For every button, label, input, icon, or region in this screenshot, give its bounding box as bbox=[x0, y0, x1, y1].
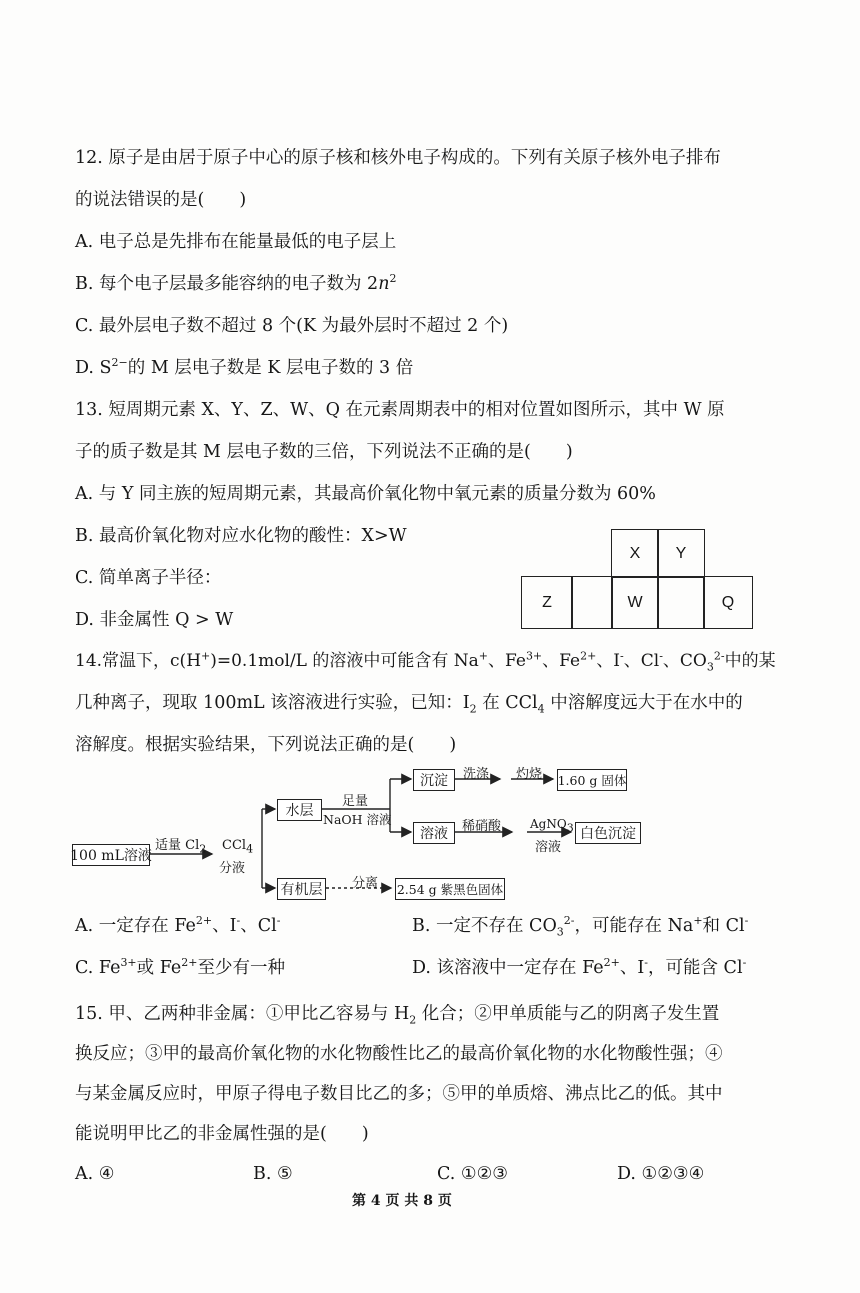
flow-white-ppt-box: 白色沉淀 bbox=[575, 822, 641, 844]
flow-start-box: 100 mL溶液 bbox=[72, 844, 150, 866]
table-cell-x: X bbox=[611, 529, 659, 578]
flow-solid2-box: 2.54 g 紫黑色固体 bbox=[395, 878, 505, 900]
flow-precipitate-box: 沉淀 bbox=[413, 769, 455, 791]
q14-option-b: B. 一定不存在 $CO_3^{2-}$，可能存在 Na+和 Cl- bbox=[412, 914, 749, 939]
q15-stem-line2: 换反应；③甲的最高价氧化物的水化物酸性比乙的最高价氧化物的水化物酸性强；④ bbox=[75, 1044, 723, 1064]
q15-option-d: D. ①②③④ bbox=[617, 1164, 705, 1184]
table-cell-w: W bbox=[611, 576, 659, 629]
table-cell-z: Z bbox=[521, 576, 573, 629]
flow-agno3-label: AgNO$_3$ bbox=[530, 817, 574, 835]
q15-option-a: A. ④ bbox=[75, 1164, 115, 1184]
flow-water-layer-box: 水层 bbox=[277, 799, 322, 821]
q13-option-b: B. 最高价氧化物对应水化物的酸性：X>W bbox=[75, 526, 407, 546]
q12-option-c: C. 最外层电子数不超过 8 个(K 为最外层时不超过 2 个) bbox=[75, 316, 509, 336]
q12-stem-line1: 12. 原子是由居于原子中心的原子核和核外电子构成的。下列有关原子核外电子排布 bbox=[75, 148, 721, 168]
q15-stem-line3: 与某金属反应时，甲原子得电子数目比乙的多；⑤甲的单质熔、沸点比乙的低。其中 bbox=[75, 1084, 723, 1104]
flow-solution-box: 溶液 bbox=[413, 822, 455, 844]
q12-option-b: B. 每个电子层最多能容纳的电子数为 $2n^2$ bbox=[75, 272, 397, 294]
q15-option-c: C. ①②③ bbox=[437, 1164, 508, 1184]
q14-stem-line1: 14.常温下，c(H+)=0.1mol/L 的溶液中可能含有 Na+、$Fe^{3+}$、$Fe^{2+}$、I-、Cl-、$CO_3^{2-}$中的某 bbox=[75, 649, 776, 674]
flow-hno3-label: 稀硝酸 bbox=[462, 819, 502, 834]
page-footer: 第 4 页 共 8 页 bbox=[352, 1193, 452, 1209]
table-cell-q: Q bbox=[703, 576, 753, 629]
q15-stem-line1: 15. 甲、乙两种非金属：①甲比乙容易与 $H_2$ 化合；②甲单质能与乙的阴离子发生置 bbox=[75, 1004, 720, 1027]
flow-separate-label: 分离 bbox=[352, 876, 379, 891]
flow-wash-label: 洗涤 bbox=[463, 767, 490, 782]
q13-option-a: A. 与 Y 同主族的短周期元素，其最高价氧化物中氧元素的质量分数为 60% bbox=[75, 484, 656, 504]
flow-reagent-cl2: 适量 $Cl_2$ bbox=[155, 838, 207, 856]
q12-option-d: D. $S^{2-}$的 M 层电子数是 K 层电子数的 3 倍 bbox=[75, 356, 414, 378]
flow-organic-layer-box: 有机层 bbox=[277, 878, 326, 900]
q13-option-d: D. 非金属性 Q > W bbox=[75, 610, 234, 630]
flow-reagent-ccl4: CCl$_4$ bbox=[222, 838, 254, 856]
q13-stem-line2: 子的质子数是其 M 层电子数的三倍，下列说法不正确的是( ) bbox=[75, 442, 573, 462]
flow-agno3-solution-label: 溶液 bbox=[535, 840, 562, 855]
q15-stem-line4: 能说明甲比乙的非金属性强的是( ) bbox=[75, 1124, 369, 1144]
flow-separation-label: 分液 bbox=[219, 861, 246, 876]
flow-naoh-amount: 足量 bbox=[342, 794, 369, 809]
q14-stem-line2: 几种离子，现取 100mL 该溶液进行实验，已知：$I_2$ 在 CCl$_4$ 中溶解度远大于在水中的 bbox=[75, 693, 743, 716]
q14-stem-line3: 溶解度。根据实验结果，下列说法正确的是( ) bbox=[75, 735, 457, 755]
q12-stem-line2: 的说法错误的是( ) bbox=[75, 190, 247, 210]
q13-option-c: C. 简单离子半径： bbox=[75, 568, 222, 588]
flow-burn-label: 灼烧 bbox=[516, 767, 543, 782]
q14-option-a: A. 一定存在 $Fe^{2+}$、I-、Cl- bbox=[75, 914, 281, 936]
q14-option-d: D. 该溶液中一定存在 $Fe^{2+}$、I-，可能含 Cl- bbox=[412, 956, 747, 978]
table-cell-y: Y bbox=[657, 529, 705, 578]
q13-stem-line1: 13. 短周期元素 X、Y、Z、W、Q 在元素周期表中的相对位置如图所示，其中 W 原 bbox=[75, 400, 725, 420]
q12-option-a: A. 电子总是先排布在能量最低的电子层上 bbox=[75, 232, 397, 252]
q15-option-b: B. ⑤ bbox=[253, 1164, 293, 1184]
flow-solid1-box: 1.60 g 固体 bbox=[557, 769, 627, 791]
flow-naoh-label: NaOH 溶液 bbox=[323, 812, 392, 827]
q14-option-c: C. $Fe^{3+}$或 $Fe^{2+}$至少有一种 bbox=[75, 956, 285, 978]
